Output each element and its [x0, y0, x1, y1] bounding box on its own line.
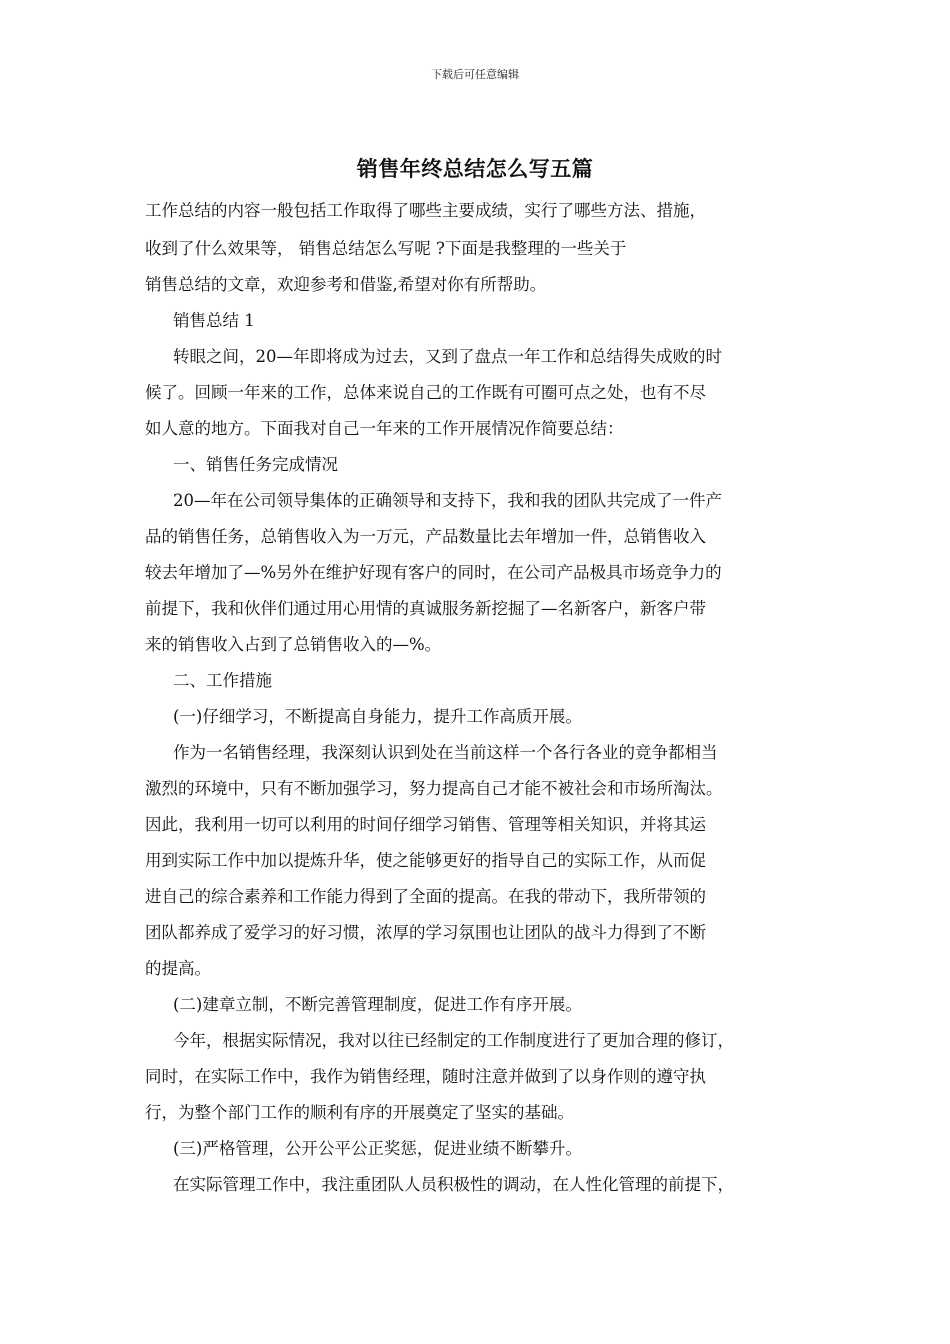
paragraph-line: 行，为整个部门工作的顺利有序的开展奠定了坚实的基础。	[145, 1103, 574, 1122]
paragraph-line: 如人意的地方。下面我对自己一年来的工作开展情况作简要总结：	[145, 419, 624, 438]
paragraph-line: 收到了什么效果等， 销售总结怎么写呢 ?下面是我整理的一些关于	[145, 239, 627, 258]
paragraph-line: 的提高。	[145, 959, 211, 978]
paragraph-line: 销售总结的文章，欢迎参考和借鉴,希望对你有所帮助。	[145, 275, 547, 294]
paragraph-line: 20—年在公司领导集体的正确领导和支持下，我和我的团队共完成了一件产	[173, 491, 722, 510]
header-note: 下载后可任意编辑	[431, 68, 519, 81]
paragraph-line: 团队都养成了爱学习的好习惯，浓厚的学习氛围也让团队的战斗力得到了不断	[145, 923, 706, 942]
paragraph-line: 用到实际工作中加以提炼升华，使之能够更好的指导自己的实际工作，从而促	[145, 851, 706, 870]
paragraph-line: 今年，根据实际情况，我对以往已经制定的工作制度进行了更加合理的修订，	[173, 1031, 734, 1050]
section-heading: 二、工作措施	[173, 671, 272, 690]
document-title: 销售年终总结怎么写五篇	[356, 156, 594, 181]
paragraph-line: 候了。回顾一年来的工作，总体来说自己的工作既有可圈可点之处，也有不尽	[145, 383, 706, 402]
subsection-heading: (三)严格管理，公开公平公正奖惩，促进业绩不断攀升。	[173, 1139, 582, 1158]
paragraph-line: 前提下，我和伙伴们通过用心用情的真诚服务新挖掘了—名新客户，新客户带	[145, 599, 706, 618]
paragraph-line: 进自己的综合素养和工作能力得到了全面的提高。在我的带动下，我所带领的	[145, 887, 706, 906]
paragraph-line: 在实际管理工作中，我注重团队人员积极性的调动，在人性化管理的前提下，	[173, 1175, 734, 1194]
paragraph-line: 作为一名销售经理，我深刻认识到处在当前这样一个各行各业的竞争都相当	[173, 743, 718, 762]
paragraph-line: 来的销售收入占到了总销售收入的—%。	[145, 635, 442, 654]
section-heading: 销售总结 1	[173, 311, 255, 330]
paragraph-line: 较去年增加了—%另外在维护好现有客户的同时，在公司产品极具市场竞争力的	[145, 563, 722, 582]
paragraph-line: 工作总结的内容一般包括工作取得了哪些主要成绩，实行了哪些方法、措施，	[145, 201, 706, 220]
paragraph-line: 同时，在实际工作中，我作为销售经理，随时注意并做到了以身作则的遵守执	[145, 1067, 706, 1086]
subsection-heading: (二)建章立制，不断完善管理制度，促进工作有序开展。	[173, 995, 582, 1014]
subsection-heading: (一)仔细学习，不断提高自身能力，提升工作高质开展。	[173, 707, 582, 726]
paragraph-line: 因此，我利用一切可以利用的时间仔细学习销售、管理等相关知识，并将其运	[145, 815, 706, 834]
paragraph-line: 转眼之间，20—年即将成为过去，又到了盘点一年工作和总结得失成败的时	[173, 347, 722, 366]
paragraph-line: 激烈的环境中，只有不断加强学习，努力提高自己才能不被社会和市场所淘汰。	[145, 779, 723, 798]
section-heading: 一、销售任务完成情况	[173, 455, 338, 474]
paragraph-line: 品的销售任务，总销售收入为一万元，产品数量比去年增加一件，总销售收入	[145, 527, 706, 546]
